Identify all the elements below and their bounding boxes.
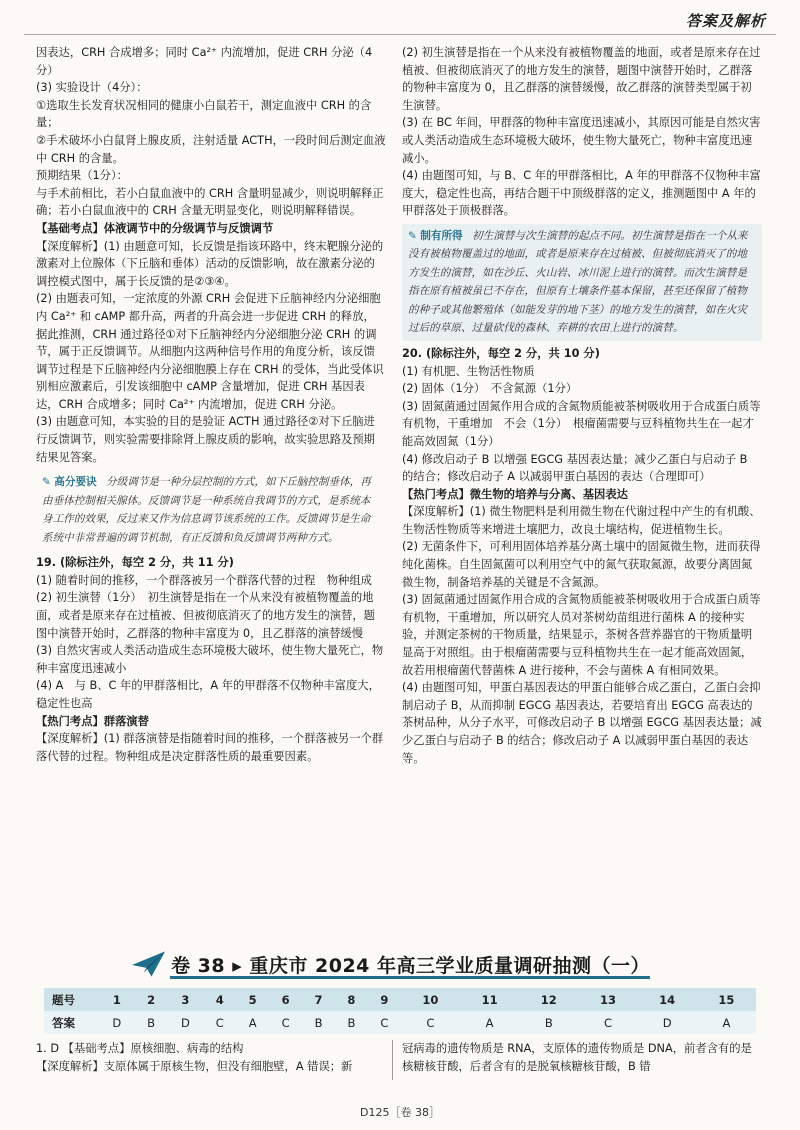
paragraph: (3) 固氮菌通过固氮作用合成的含氮物质能被茶树吸收用于合成蛋白质等有机物，干重增加，所以研究人员对茶树幼苗组进行菌株 A 的接种实验，并测定茶树的干物质量，结果显示，茶树各营养器官的干物质量明显高于对照组。由于根瘤菌需要与豆科植物共生在一起才能高效固氮，故若用根瘤菌代替菌株 A 进行接种，不会与菌株 A 有相同效果。 [402, 593, 761, 677]
answer-row [44, 1011, 756, 1034]
question-header: 20. (除标注外，每空 2 分，共 10 分) [402, 346, 600, 360]
table-cell: B [519, 1011, 578, 1034]
row-header: 题号 [44, 988, 99, 1011]
table-cell: 2 [135, 988, 168, 1011]
paragraph: ②手术破坏小白鼠肾上腺皮质，注射适量 ACTH，一段时间后测定血液中 CRH 的含量。 [36, 133, 386, 165]
table-cell: A [236, 1011, 269, 1034]
paragraph: 冠病毒的遗传物质是 RNA，支原体的遗传物质是 DNA，前者含有的是核糖核苷酸，后者含有的是脱氧核糖核苷酸，B 错 [402, 1042, 752, 1073]
pen-icon: ✎ [408, 229, 417, 242]
paragraph: 【深度解析】(1) 群落演替是指随着时间的推移，一个群落被另一个群落代替的过程。物种组成是决定群落性质的最重要因素。 [36, 732, 384, 763]
table-cell: 11 [460, 988, 519, 1011]
paragraph: (4) 由题图可知，与 B、C 年的甲群落相比，A 年的甲群落不仅物种丰富度大，稳定性也高，再结合题干中顶级群落的定义，推测题图中 A 年的甲群落处于顶极群落。 [402, 169, 761, 218]
table-cell: A [697, 1011, 756, 1034]
paragraph: (3) 在 BC 年间，甲群落的物种丰富度迅速减小，其原因可能是自然灾害或人类活动造成生态环境极大破坏，使生物大量死亡，物种丰富度迅速减小。 [402, 116, 761, 165]
table-cell: C [368, 1011, 401, 1034]
table-cell: 4 [203, 988, 236, 1011]
table-cell: 10 [401, 988, 460, 1011]
paragraph: (2) 由题表可知，一定浓度的外源 CRH 会促进下丘脑神经内分泌细胞内 Ca²⁺ 和 cAMP 都升高，两者的升高会进一步促进 CRH 的释放，据此推测，CRH 通过路径①对下丘脑神经内分泌细胞分泌 CRH 的调节，属于正反馈调节。从细胞内这两种信号作用的角度分析，该反馈调节过程是下丘脑神经内分泌细胞膜上存在 CRH 的受体，当此受体识别相应激素后，引发该细胞中 cAMP 含量增加，促进 CRH 基因表达，CRH 合成增多；同时 Ca²⁺ 内流增加，促进 CRH 分泌。 [36, 292, 384, 411]
table-cell: 1 [99, 988, 135, 1011]
paragraph: 预期结果（1分）： [36, 169, 128, 183]
paragraph: 因表达，CRH 合成增多；同时 Ca²⁺ 内流增加，促进 CRH 分泌（4分） [36, 46, 373, 77]
insight-title: 制有所得 [420, 229, 463, 242]
paragraph: (2) 固体（1分） 不含氮源（1分） [402, 382, 578, 396]
table-cell: C [203, 1011, 236, 1034]
paragraph: 1. D 【基础考点】原核细胞、病毒的结构 [36, 1042, 244, 1055]
table-cell: 13 [578, 988, 637, 1011]
paragraph: 【深度解析】支原体属于原核生物，但没有细胞壁，A 错误；新 [36, 1060, 353, 1073]
paragraph: (3) 由题意可知，本实验的目的是验证 ACTH 通过路径②对下丘脑进行反馈调节，则实验需要排除肾上腺皮质的影响，故实验思路及预期结果见答案。 [36, 415, 375, 464]
bottom-left-text [36, 1040, 376, 1076]
exam-banner [130, 947, 650, 981]
table-cell: 7 [302, 988, 335, 1011]
insight-text: 初生演替与次生演替的起点不同。初生演替是指在一个从来没有被植物覆盖过的地面，或者是原来存在过植被、但被彻底消灭了的地方发生的演替，如在沙丘、火山岩、冰川泥上进行的演替。而次生演替是指在原有植被虽已不存在，但原有土壤条件基本保留，甚至还保留了植物的种子或其他繁殖体（如能发芽的地下茎）的地方发生的演替，如在火灾过后的草原、过量砍伐的森林、弃耕的农田上进行的演替。 [408, 229, 748, 335]
bottom-right-text [402, 1040, 762, 1076]
table-cell: 6 [269, 988, 302, 1011]
key-point-label: 【热门考点】微生物的培养与分离、基因表达 [402, 487, 628, 501]
answer-table [44, 988, 756, 1034]
table-cell: A [460, 1011, 519, 1034]
header-divider [24, 34, 776, 35]
key-point-label: 【基础考点】体液调节中的分级调节与反馈调节 [36, 221, 274, 235]
table-cell: C [401, 1011, 460, 1034]
tip-box [36, 470, 386, 550]
paragraph: (3) 固氮菌通过固氮作用合成的含氮物质能被茶树吸收用于合成蛋白质等有机物，干重增加 不会（1分） 根瘤菌需要与豆科植物共生在一起才能高效固氮（1分） [402, 399, 761, 448]
paragraph: (3) 实验设计（4分）： [36, 81, 148, 95]
paragraph: (2) 初生演替是指在一个从来没有被植物覆盖的地面，或者是原来存在过植被、但被彻底消灭了的地方发生的演替，题图中演替开始时，乙群落的物种丰富度为 0，且乙群落的演替缓慢，故乙群落的演替类型属于初生演替。 [402, 46, 761, 112]
paragraph: 与手术前相比，若小白鼠血液中的 CRH 含量明显减少，则说明解释正确；若小白鼠血液中的 CRH 含量无明显变化，则说明解释错误。 [36, 186, 384, 218]
table-cell: C [269, 1011, 302, 1034]
table-cell: 8 [335, 988, 368, 1011]
key-point-label: 【热门考点】群落演替 [36, 714, 149, 728]
tip-text: 分级调节是一种分层控制的方式，如下丘脑控制垂体，再由垂体控制相关腺体。反馈调节是一种系统自我调节的方式，是系统本身工作的效果，反过来又作为信息调节该系统的工作。反馈调节是生命系统中非常普遍的调节机制，有正反馈和负反馈调节两种方式。 [42, 476, 371, 544]
question-number-row [44, 988, 756, 1011]
paragraph: (3) 自然灾害或人类活动造成生态环境极大破坏，使生物大量死亡，物种丰富度迅速减小 [36, 644, 384, 675]
paper-plane-icon [130, 949, 167, 979]
table-cell: 3 [168, 988, 204, 1011]
paragraph: (1) 有机肥、生物活性物质 [402, 364, 535, 378]
paragraph: (2) 无菌条件下，可利用固体培养基分离土壤中的固氮微生物，进而获得纯化菌株。自生固氮菌可以利用空气中的氮气获取氮源，故要分离固氮微生物，制备培养基的关键是不含氮源。 [402, 540, 761, 589]
table-cell: 15 [697, 988, 756, 1011]
table-cell: D [168, 1011, 204, 1034]
paragraph: ①选取生长发育状况相同的健康小白鼠若干，测定血液中 CRH 的含量； [36, 98, 372, 130]
table-cell: 5 [236, 988, 269, 1011]
table-cell: D [99, 1011, 135, 1034]
table-cell: C [578, 1011, 637, 1034]
pen-icon: ✎ [42, 476, 51, 489]
page-number: D125［卷 38］ [360, 1106, 440, 1119]
table-cell: B [135, 1011, 168, 1034]
paragraph: (4) 由题图可知，甲蛋白基因表达的甲蛋白能够合成乙蛋白，乙蛋白会抑制启动子 B，从而抑制 EGCG 基因表达，若要培育出 EGCG 高表达的茶树品种，从分子水平，可修改启动子 B 以增强 EGCG 基因表达量；减少乙蛋白与启动子 B 的结合；修改启动子 A 以减弱甲蛋白基因的表达等。 [402, 681, 762, 765]
paragraph: 【深度解析】(1) 微生物肥料是利用微生物在代谢过程中产生的有机酸、生物活性物质等来增进土壤肥力，改良土壤结构，促进植物生长。 [402, 505, 761, 536]
paragraph: 【深度解析】(1) 由题意可知，长反馈是指该环路中，终末靶腺分泌的激素对上位腺体（下丘脑和垂体）活动的反馈影响，故在激素分泌的调控模式图中，属于长反馈的是②③④。 [36, 239, 384, 288]
right-column [402, 44, 762, 767]
paragraph: (4) 修改启动子 B 以增强 EGCG 基因表达量；减少乙蛋白与启动子 B 的结合；修改启动子 A 以减弱甲蛋白基因的表达（合理即可） [402, 452, 748, 484]
table-cell: D [638, 1011, 697, 1034]
table-cell: 12 [519, 988, 578, 1011]
left-column [36, 44, 386, 765]
table-cell: 14 [638, 988, 697, 1011]
row-header: 答案 [44, 1011, 99, 1034]
insight-box [402, 224, 762, 341]
table-cell: B [335, 1011, 368, 1034]
table-cell: 9 [368, 988, 401, 1011]
tip-title: 高分要诀 [54, 476, 97, 489]
header-title: 答案及解析 [685, 12, 766, 30]
column-divider [392, 1040, 393, 1080]
paragraph: (4) A 与 B、C 年的甲群落相比，A 年的甲群落不仅物种丰富度大，稳定性也高 [36, 679, 380, 710]
banner-title: 卷 38 ▸ 重庆市 2024 年高三学业质量调研抽测（一） [171, 954, 650, 977]
question-header: 19. (除标注外，每空 2 分，共 11 分) [36, 556, 234, 570]
paragraph: (1) 随着时间的推移，一个群落被另一个群落代替的过程 物种组成 [36, 573, 372, 587]
banner-underline [170, 976, 650, 979]
paragraph: (2) 初生演替（1分） 初生演替是指在一个从来没有被植物覆盖的地面，或者是原来存在过植被、但被彻底消灭了的地方发生的演替，题图中演替开始时，乙群落的物种丰富度为 0，且乙群落的演替缓慢 [36, 591, 375, 640]
table-cell: B [302, 1011, 335, 1034]
